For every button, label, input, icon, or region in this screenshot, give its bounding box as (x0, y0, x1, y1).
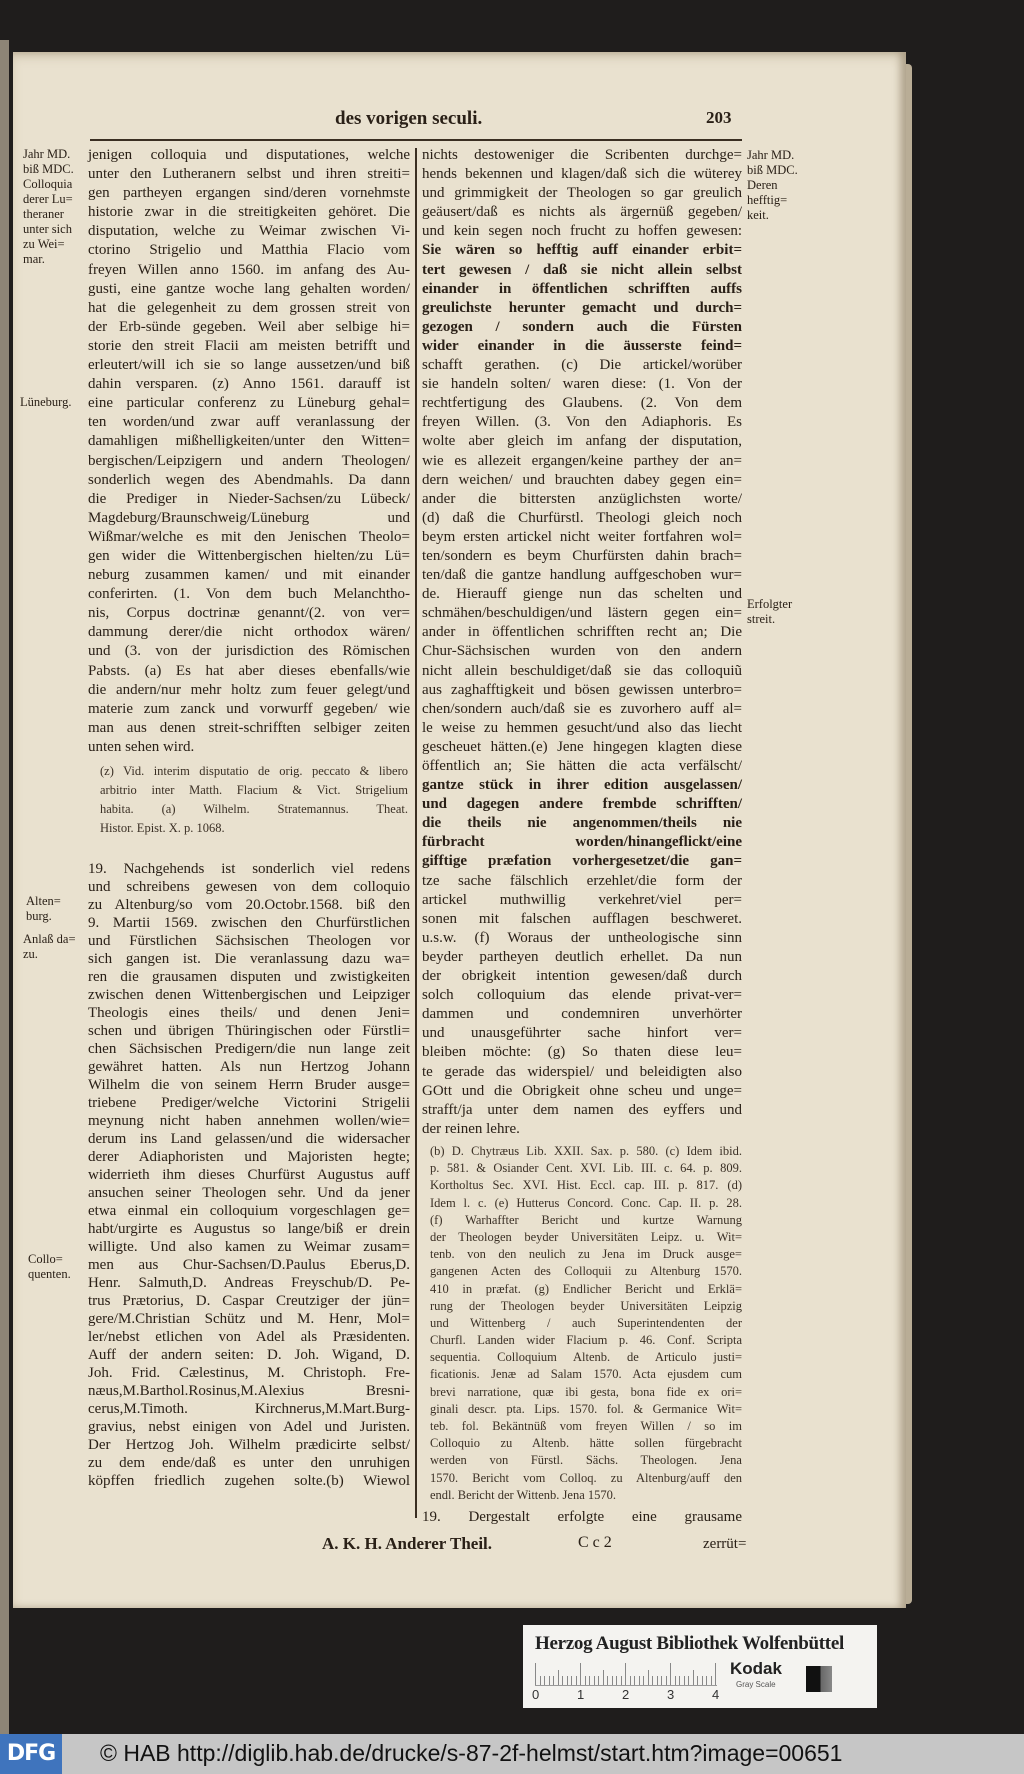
measurement-ruler (535, 1663, 717, 1686)
margin-note-line: mar. (23, 252, 45, 266)
text-line: gezogen / sondern auch die Fürsten (422, 318, 742, 335)
text-line: die theils nie angenommen/theils nie (422, 815, 742, 832)
text-line: ginali descr. pta. Lips. 1570. fol. & Germanice Wit= (430, 1401, 742, 1416)
institution-name: Herzog August Bibliothek Wolfenbüttel (535, 1633, 844, 1654)
ruler-tick (571, 1676, 572, 1685)
text-line: ficationis. Jenæ ad Salam 1570. Acta ejusdem cum (430, 1367, 742, 1382)
text-line: schafft gerathen. (c) Die artickel/worüber (422, 357, 742, 374)
ruler-number: 3 (667, 1687, 675, 1702)
text-line: zwischen denen Wittenbergischen und Leipziger (88, 987, 410, 1003)
text-line: habita. (a) Wilhelm. Stratemannus. Theat. (100, 802, 408, 816)
text-line: gen wider die Wittenbergischen hielten/zu Lü= (88, 547, 410, 564)
text-line: dammen und condemniren unverhörter (422, 1006, 742, 1023)
text-line: tenb. von den neulich zu Jena im Druck ausge= (430, 1247, 742, 1262)
text-line: gifftige præfation vorhergesetzet/die gan= (422, 853, 742, 870)
kodak-brand: Kodak (730, 1659, 782, 1678)
dfg-logo: DFG (0, 1734, 62, 1774)
text-line: gantze stück in ihrer edition ausgelassen/ (422, 777, 742, 794)
text-line: gere/M.Christian Schütz und M. Henr, Mol= (88, 1311, 410, 1327)
text-line: derum ins Land gelassen/und die widersacher (88, 1131, 410, 1147)
text-line: 19. Nachgehends ist sonderlich viel redens (88, 861, 410, 877)
margin-note-line: biß MDC. (747, 163, 798, 177)
ruler-tick (675, 1676, 676, 1685)
margin-note-line: Jahr MD. (23, 147, 71, 161)
text-line: Der Hertzog Joh. Wilhelm prædicirte selbst/ (88, 1437, 410, 1453)
text-line: Auff der andern seiten: D. Joh. Wigand, D. (88, 1347, 410, 1363)
ruler-number: 4 (712, 1687, 720, 1702)
text-line: te gerade das widerspiel/ und beleidigten also (422, 1063, 742, 1080)
ruler-tick (630, 1676, 631, 1685)
margin-note-line: zu. (23, 947, 38, 961)
margin-note-line: Lüneburg. (20, 395, 72, 409)
header-rule (90, 139, 742, 141)
text-line: cerus,M.Timoth. Kirchnerus,M.Mart.Burg- (88, 1401, 410, 1417)
ruler-tick (697, 1676, 698, 1685)
text-line: der reinen lehre. (422, 1120, 520, 1137)
ruler-tick (585, 1676, 586, 1685)
text-line: rung der Theologen beyder Universitäten Leipzig (430, 1298, 742, 1313)
text-line: chen/sondern auch/daß sie es zuvorhero auff al= (422, 700, 742, 717)
margin-note-line: Deren (747, 178, 778, 192)
text-line: gen partheyen ergangen sind/deren vornehmste (88, 185, 410, 202)
text-line: Theologis eines theils/ und denen Jeni= (88, 1005, 410, 1021)
text-line: sonderlich wegen des Abendmahls. Da dann (88, 471, 410, 488)
text-line: schmähen/beschuldigen/und lästern gegen ein= (422, 605, 742, 622)
text-line: und kein segen noch frucht zu hoffen gewesen: (422, 223, 742, 240)
text-line: disputation, welche zu Weimar zwischen Vi- (88, 223, 410, 240)
margin-note (28, 1252, 71, 1282)
text-line: sequentia. Colloquium Altenb. de Articulo justi= (430, 1350, 742, 1365)
margin-note (23, 147, 74, 267)
signature-line: A. K. H. Anderer Theil. (322, 1534, 493, 1553)
ruler-tick (616, 1676, 617, 1685)
margin-note-line: theraner (23, 207, 64, 221)
margin-note-line: Jahr MD. (747, 148, 795, 162)
text-line: triebene Prediger/welche Victorini Strigelii (88, 1095, 410, 1111)
ruler-tick (562, 1676, 563, 1685)
margin-note (26, 894, 61, 924)
text-line: strafft/ja unter dem namen des eyffers und (422, 1101, 742, 1118)
text-line: eine particular conferenz zu Lüneburg gehal= (88, 395, 410, 412)
signature-mark: C c 2 (578, 1534, 612, 1551)
text-line: bleiben möchte: (g) So thaten diese leu= (422, 1044, 742, 1061)
text-line: sich gangen ist. Die veranlassung dazu wa= (88, 951, 410, 967)
text-line: der Erb-sünde gegeben. Weil aber selbige hi= (88, 318, 410, 335)
text-line: damahligen mißhelligkeiten/unter den Witten= (88, 433, 410, 450)
text-line: GOtt und die Obrigkeit ohne scheu und unge= (422, 1082, 742, 1099)
ruler-tick (567, 1676, 568, 1685)
margin-note-line: Erfolgter (747, 597, 793, 611)
text-line: teb. fol. Bekäntnüß vom freyen Willen / so im (430, 1419, 742, 1433)
ruler-tick (589, 1676, 590, 1685)
margin-note (747, 148, 798, 223)
text-line: rechtfertigung des Glaubens. (2. Von dem (422, 395, 742, 412)
margin-note-line: zu Wei= (23, 237, 65, 251)
text-line: beym ersten artickel nicht weiter fortfahren wol= (422, 528, 742, 545)
text-line: næus,M.Barthol.Rosinus,M.Alexius Bresni- (88, 1383, 410, 1399)
ruler-tick (648, 1670, 649, 1685)
left-footnotes (100, 762, 408, 838)
text-line: hends bekennen und klagen/daß sich die wüterey (422, 166, 742, 183)
text-line: hat die gelegenheit zu dem grossen streit von (88, 299, 410, 316)
margin-note (23, 932, 76, 962)
text-line: ander in öffentlichen schrifften recht an; Die (422, 624, 742, 641)
ruler-tick (679, 1676, 680, 1685)
text-line: trus Prætorius, D. Caspar Creutziger der jün= (88, 1293, 410, 1309)
margin-note-line: Colloquia (23, 177, 73, 191)
text-line: de. Hierauff gienge nun das schelten und (422, 586, 742, 603)
ruler-number: 0 (532, 1687, 540, 1702)
text-line: öffentlich an; Sie hätten die acta verfälscht/ (422, 758, 742, 774)
text-line: und grimmigkeit der Theologen so gar greulich (422, 185, 742, 202)
text-line: wie es allezeit ergangen/keine parthey der an= (422, 452, 742, 469)
running-title: des vorigen seculi. (335, 108, 483, 129)
text-line: Pabsts. (a) Es hat aber dieses ebenfalls/wie (88, 662, 410, 679)
text-line: 9. Martii 1569. zwischen den Churfürstlichen (88, 915, 410, 931)
right-column-text-continued (422, 1508, 742, 1527)
text-line: und Wittenberg / auch Superintendenten der (430, 1315, 742, 1330)
text-line: wolte aber gleich im anfang der disputation, (422, 433, 742, 450)
text-line: storie den streit Flacii am meisten betrifft und (88, 337, 410, 354)
text-line: gewähret hatten. Als nun Hertzog Johann (88, 1059, 410, 1075)
text-line: geäusert/daß es nichts als ärgernüß gegeben/ (422, 204, 742, 221)
right-column-text (422, 146, 742, 1139)
ruler-tick (652, 1676, 653, 1685)
text-line: nicht allein beschuldiget/daß sie das colloquiũ (422, 662, 742, 679)
text-line: ler/nebst etlichen von Adel als Præsidenten. (88, 1329, 410, 1345)
left-column-text (88, 146, 410, 757)
ruler-tick (706, 1676, 707, 1685)
catchword: zerrüt= (703, 1536, 747, 1552)
text-line: unter den Lutheranern selbst und ihren streiti= (88, 166, 410, 183)
ruler-tick (702, 1676, 703, 1685)
text-line: ander die bittersten anzüglichsten worte/ (422, 490, 742, 507)
left-column-text-continued (88, 860, 410, 1490)
text-line: gangenen Acten des Colloquii zu Altenburg 1570. (430, 1264, 742, 1279)
text-line: ten/sondern es beym Churfürsten dahin brach= (422, 547, 742, 564)
ruler-tick (607, 1676, 608, 1685)
text-line: Churfl. Landen wider Flacium p. 46. Conf. Scripta (430, 1333, 742, 1348)
text-line: zu Altenburg/so vom 20.Octobr.1568. biß den (88, 897, 410, 913)
text-line: (f) Warhaffter Bericht und kurtze Warnung (430, 1212, 742, 1227)
right-footnotes (430, 1143, 742, 1504)
text-line: Colloquio zu Altenb. hätte sollen fürgebracht (430, 1436, 742, 1451)
text-line: aus zaghafftigkeit und bösen gewissen unterbro= (422, 681, 742, 698)
text-line: der obrigkeit intention gewesen/daß durch (422, 968, 742, 985)
ruler-tick (639, 1676, 640, 1685)
text-line: men aus Chur-Sachsen/D.Paulus Eberus,D. (88, 1257, 410, 1273)
text-line: beyder partheyen deutlich erhellet. Da nun (422, 948, 742, 965)
ruler-tick (711, 1676, 712, 1685)
text-line: unten sehen wird. (88, 738, 195, 755)
text-line: etwa einmal ein colloquium vorgeschlagen ge= (88, 1203, 410, 1219)
text-line: Idem l. c. (e) Hutterus Concord. Conc. Cap. II. p. 28. (430, 1195, 742, 1210)
ruler-tick (535, 1663, 536, 1685)
text-line: sonen mit falschen aufflagen beschweret. (422, 910, 742, 927)
ruler-tick (553, 1676, 554, 1685)
text-line: chen Sächsischen Predigern/die nun lange zeit (88, 1041, 410, 1057)
margin-note (20, 395, 72, 410)
text-line: werden von Fürstl. Sächs. Theologen. Jena (430, 1453, 742, 1468)
margin-note-line: quenten. (28, 1267, 71, 1281)
ruler-tick (625, 1663, 626, 1685)
text-line: gescheuet hätten.(e) Jene hingegen klagten diese (422, 738, 742, 755)
copyright-url[interactable]: © HAB http://diglib.hab.de/drucke/s-87-2f-helmst/start.htm?image=00651 (100, 1740, 843, 1766)
ruler-tick (634, 1676, 635, 1685)
text-line: derer Adiaphoristen und Majoristen hegte; (88, 1149, 410, 1165)
text-line: Magdeburg/Braunschweig/Lüneburg und (88, 509, 410, 526)
text-line: freyen Willen anno 1560. im anfang des Au- (88, 261, 410, 278)
margin-note-line: unter sich (23, 222, 72, 236)
text-line: und unausgeführter sache hinfort ver= (422, 1025, 742, 1042)
text-line: meynung nicht haben annehmen wollen/wie= (88, 1113, 410, 1129)
text-line: historie zwar in die streitigkeiten gehöret. Die (88, 204, 410, 221)
text-line: p. 581. & Osiander Cent. XVI. Lib. III. c. 64. p. 809. (430, 1161, 742, 1176)
text-line: nichts destoweniger die Scribenten durchge= (422, 147, 742, 163)
ruler-tick (549, 1676, 550, 1685)
ruler-number: 2 (622, 1687, 630, 1702)
text-line: zu dem ende/daß es unter den unruhigen (88, 1455, 410, 1471)
ruler-tick (693, 1670, 694, 1685)
text-line: ten worden/und zwar auff veranlassung der (88, 414, 410, 431)
text-line: Wilhelm die von seinem Herrn Bruder ausge= (88, 1077, 410, 1093)
text-line: dern weichen/ und brauchten dabey gegen ein= (422, 471, 742, 488)
margin-note (747, 597, 792, 627)
ruler-tick (598, 1676, 599, 1685)
ruler-tick (643, 1676, 644, 1685)
text-line: Kortholtus Sec. XVI. Hist. Eccl. cap. III. p. 817. (d) (430, 1178, 742, 1193)
ruler-tick (576, 1676, 577, 1685)
text-line: nis, Corpus doctrinæ genannt/(2. von ver= (88, 605, 410, 622)
text-line: solch colloquium das elende privat-ver= (422, 987, 742, 1004)
text-line: endl. Bericht der Wittenb. Jena 1570. (430, 1487, 617, 1502)
margin-note-line: streit. (747, 612, 776, 626)
text-line: brevi narratione, quæ ibi gesta, bona fide ex ori= (430, 1384, 742, 1399)
margin-note-line: Anlaß da= (23, 932, 76, 946)
text-line: die Prediger in Nieder-Sachsen/zu Lübeck/ (88, 490, 410, 507)
text-line: sie handeln solten/ waren diese: (1. Von der (422, 376, 742, 393)
text-line: Sie wären so hefftig auff einander erbit= (422, 242, 742, 259)
text-line: (d) daß die Churfürstl. Theologi gleich noch (422, 509, 742, 526)
text-line: jenigen colloquia und disputationes, welche (88, 147, 410, 163)
text-line: und dagegen andere frembde schrifften/ (422, 796, 742, 813)
text-line: wider einander in die äusserste feind= (422, 337, 742, 354)
adjacent-page-edge (0, 40, 9, 1740)
margin-note-line: biß MDC. (23, 162, 74, 176)
text-line: der Theologen beyder Universitäten Leipz. u. Wit= (430, 1229, 742, 1244)
text-line: bergischen/Leipzigern und andern Theologen/ (88, 452, 410, 469)
gray-scale-swatch (806, 1666, 832, 1692)
ruler-tick (594, 1676, 595, 1685)
text-line: ansuchen seiner Theologen sehr. Und da jener (88, 1185, 410, 1201)
text-line: ren die grausamen disputen und zwistigkeiten (88, 969, 410, 985)
text-line: tze sache fälschlich erzehlet/die form der (422, 872, 742, 889)
margin-note-line: Collo= (28, 1252, 63, 1266)
text-line: ctorino Strigelio und Matthia Flacio vom (88, 242, 410, 259)
text-line: willigte. Und also kamen zu Weimar zusam= (88, 1239, 410, 1255)
text-line: schen und übrigen Thüringischen oder Fürstli= (88, 1023, 410, 1039)
margin-note-line: hefftig= (747, 193, 788, 207)
footer-bar (0, 1734, 1024, 1774)
ruler-tick (666, 1676, 667, 1685)
text-line: Histor. Epist. X. p. 1068. (100, 821, 225, 835)
ruler-tick (621, 1676, 622, 1685)
ruler-tick (661, 1676, 662, 1685)
ruler-number: 1 (577, 1687, 585, 1702)
text-line: Wißmar/welche es mit den Jenischen Theolo= (88, 528, 410, 545)
text-line: widerrieth ihm dieses Churfürst Augustus auff (88, 1167, 410, 1183)
margin-note-line: Alten= (26, 894, 61, 908)
text-line: neburg zusammen kamen/ und mit einander (88, 567, 410, 584)
text-line: arbitrio inter Matth. Flacium & Vict. Strigelium (100, 783, 408, 797)
text-line: 1570. Bericht vom Colloq. zu Altenburg/auff den (430, 1470, 742, 1485)
text-line: die andern/nur mehr holtz zum feuer gelegt/und (88, 681, 410, 698)
text-line: (b) D. Chytræus Lib. XXII. Sax. p. 580. (c) Idem ibid. (430, 1144, 742, 1158)
text-line: und Fürstlichen Sächsischen Theologen vor (88, 933, 410, 949)
text-line: fürbracht worden/hinangeflickt/eine (422, 834, 742, 851)
ruler-tick (540, 1676, 541, 1685)
text-line: gusti, eine gantze woche lang gehalten worden/ (88, 280, 410, 297)
text-line: tert gewesen / daß sie nicht allein selbst (422, 261, 742, 278)
text-line: Chur-Sächsischen wurden von den andern (422, 643, 742, 660)
text-line: Henr. Salmuth,D. Andreas Freyschub/D. Pe- (88, 1275, 410, 1291)
text-line: dammung derer/die nicht orthodox wären/ (88, 624, 410, 641)
text-line: dahin versparen. (z) Anno 1561. darauff ist (88, 376, 410, 393)
text-line: einander in öffentlichen schrifften auffs (422, 280, 742, 297)
ruler-tick (612, 1676, 613, 1685)
text-line: 410 in præfat. (g) Endlicher Bericht und Erklä= (430, 1281, 742, 1296)
margin-note-line: derer Lu= (23, 192, 73, 206)
margin-note-line: keit. (747, 208, 769, 222)
text-line: und (3. von der jurisdiction des Römischen (88, 643, 410, 660)
ruler-tick (558, 1670, 559, 1685)
text-line: ten/daß die gantze handlung auffgeschoben wur= (422, 567, 742, 584)
column-divider (415, 148, 417, 1518)
text-line: habt/urgirte es Augustus so lange/biß er drein (88, 1221, 410, 1237)
margin-note-line: burg. (26, 909, 52, 923)
text-line: man aus denen streit-schrifften selbiger zeiten (88, 719, 410, 736)
text-line: artickel muthwillig verkehret/viel per= (422, 891, 742, 908)
text-line: gravius, nebst einigen von Adel und Juristen. (88, 1419, 410, 1435)
text-line: köpffen friedlich zugehen solte.(b) Wiewol (88, 1473, 410, 1489)
ruler-tick (688, 1676, 689, 1685)
page-number: 203 (706, 108, 732, 127)
text-line: materie zum zanck und vorwurff gegeben/ wie (88, 700, 410, 717)
text-line: greulichste herunter gemacht und durch= (422, 299, 742, 316)
text-line: 19. Dergestalt erfolgte eine grausame (422, 1509, 742, 1525)
text-line: und schreibens gewesen von dem colloquio (88, 879, 410, 895)
gray-scale-caption: Gray Scale (736, 1680, 776, 1689)
text-line: u.s.w. (f) Woraus der untheologische sinn (422, 929, 742, 946)
text-line: erleutert/will ich sie so lange aussetzen/und biß (88, 357, 410, 374)
text-line: le weise zu hemmen gesucht/und also das liecht (422, 719, 742, 736)
scan-color-label (523, 1625, 877, 1708)
ruler-tick (580, 1663, 581, 1685)
ruler-tick (684, 1676, 685, 1685)
ruler-tick (544, 1676, 545, 1685)
text-line: Joh. Frid. Cælestinus, M. Christoph. Fre- (88, 1365, 410, 1381)
text-line: (z) Vid. interim disputatio de orig. peccato & libero (100, 764, 408, 778)
text-line: freyen Willen. (3. Von den Adiaphoris. Es (422, 414, 742, 431)
ruler-tick (657, 1676, 658, 1685)
ruler-tick (670, 1663, 671, 1685)
text-line: conferirten. (1. Von dem buch Melanchtho- (88, 586, 410, 603)
ruler-tick (603, 1670, 604, 1685)
ruler-tick (715, 1663, 716, 1685)
